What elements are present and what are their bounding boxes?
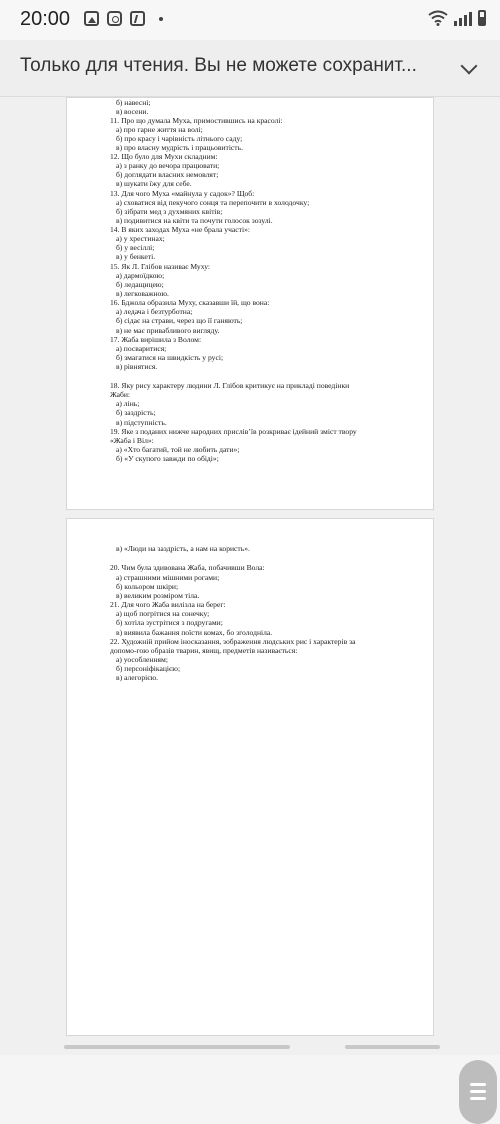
- answer-line: а) дармоїдкою;: [116, 271, 165, 280]
- answer-line: б) навесні;: [116, 98, 151, 107]
- answer-line: б) заздрість;: [116, 408, 156, 417]
- home-gesture-bar[interactable]: [64, 1045, 290, 1049]
- question-line-continued: Жаби:: [110, 390, 131, 399]
- question-line: 19. Яке з поданих нижче народних прислів’їв розкриває ідейний зміст твору: [110, 427, 357, 436]
- answer-line: а) про гарне життя на волі;: [116, 125, 203, 134]
- answer-line: в) великим розміром тіла.: [116, 591, 200, 600]
- answer-line: а) щоб погрітися на сонечку;: [116, 609, 210, 618]
- answer-line: в) виявила бажання поїсти комах, бо зголодніла.: [116, 628, 273, 637]
- answer-line: в) «Люди на заздрість, а нам на користь».: [116, 544, 250, 553]
- answer-line: б) персоніфікацією;: [116, 664, 181, 673]
- answer-line: а) лінь;: [116, 399, 140, 408]
- answer-line: в) восени.: [116, 107, 149, 116]
- navigation-bar: [0, 1038, 500, 1055]
- answer-line: б) «У скупого завжди по обіді»;: [116, 454, 219, 463]
- status-bar: [0, 0, 500, 40]
- answer-line: а) з ранку до вечора працювати;: [116, 161, 220, 170]
- question-line: 14. В яких заходах Муха «не брала участі»:: [110, 225, 250, 234]
- answer-line: б) зібрати мед з духмяних квітів;: [116, 207, 223, 216]
- answer-line: а) уособленням;: [116, 655, 168, 664]
- battery-icon: [478, 10, 486, 26]
- answer-line: а) страшними мішними рогами;: [116, 573, 220, 582]
- answer-line: а) «Хто багатий, той не любить дати»;: [116, 445, 240, 454]
- document-header: [0, 40, 500, 97]
- document-page-1: [66, 97, 434, 510]
- app-icon: [130, 11, 145, 26]
- signal-icon: [454, 10, 472, 26]
- answer-line: в) у бенкеті.: [116, 252, 156, 261]
- answer-line: б) сідає на страви, через що її ганяють;: [116, 316, 243, 325]
- answer-line: в) рівнятися.: [116, 362, 158, 371]
- answer-line: а) сховатися від пекучого сонця та перепочити в холодочку;: [116, 198, 310, 207]
- question-line-continued: допомо-гою образів тварин, явищ, предметів називається:: [110, 646, 298, 655]
- question-line: 20. Чим була здивована Жаба, побачивши Вола:: [110, 563, 265, 572]
- chevron-down-icon[interactable]: [461, 58, 478, 75]
- answer-line: а) посваритися;: [116, 344, 167, 353]
- notification-icons: [84, 11, 163, 26]
- answer-line: в) не має привабливого вигляду.: [116, 326, 220, 335]
- question-line: 22. Художній прийом іносказання, зображення людських рис і характерів за: [110, 637, 356, 646]
- answer-line: в) алегорією.: [116, 673, 159, 682]
- question-line: 15. Як Л. Глібов називає Муху:: [110, 262, 211, 271]
- answer-line: а) ледача і безтурботна;: [116, 307, 193, 316]
- wifi-icon: [428, 10, 448, 26]
- gallery-icon: [84, 11, 99, 26]
- system-icons: [428, 10, 486, 26]
- document-page-2: [66, 518, 434, 1036]
- question-line: 16. Бджола образила Муху, сказавши їй, що вона:: [110, 298, 270, 307]
- document-viewer[interactable]: [0, 97, 500, 1055]
- answer-line: б) хотіла зустрітися з подругами;: [116, 618, 223, 627]
- question-line: 18. Яку рису характеру людини Л. Глібов критикує на прикладі поведінки: [110, 381, 350, 390]
- answer-line: б) доглядати власних немовлят;: [116, 170, 219, 179]
- question-line: 11. Про що думала Муха, примостившись на красолі:: [110, 116, 283, 125]
- question-line: 12. Що було для Мухи складним:: [110, 152, 218, 161]
- question-line: 13. Для чого Муха «майнула у садок»? Щоб:: [110, 189, 255, 198]
- scroll-handle[interactable]: [459, 1060, 497, 1124]
- answer-line: в) шукати їжу для себе.: [116, 179, 192, 188]
- question-line-continued: «Жаба і Віл»:: [110, 436, 154, 445]
- answer-line: б) ледащицею;: [116, 280, 164, 289]
- answer-line: б) змагатися на швидкість у русі;: [116, 353, 224, 362]
- more-notifications-icon: [159, 17, 163, 21]
- answer-line: в) підступність.: [116, 418, 167, 427]
- question-line: 17. Жаба вирішила з Волом:: [110, 335, 202, 344]
- answer-line: а) у хрестинах;: [116, 234, 165, 243]
- answer-line: в) легковажною.: [116, 289, 169, 298]
- answer-line: б) про красу і чарівність літнього саду;: [116, 134, 243, 143]
- answer-line: в) подивитися на квіти та почути голосок зозулі.: [116, 216, 273, 225]
- instagram-icon: [107, 11, 122, 26]
- answer-line: б) у весіллі;: [116, 243, 155, 252]
- question-line: 21. Для чого Жаба вилізла на берег:: [110, 600, 226, 609]
- back-gesture-bar[interactable]: [345, 1045, 440, 1049]
- answer-line: б) кольором шкіри;: [116, 582, 179, 591]
- read-only-notice: Только для чтения. Вы не можете сохранит...: [20, 55, 417, 76]
- status-time: 20:00: [20, 8, 71, 30]
- answer-line: в) про власну мудрість і працьовитість.: [116, 143, 243, 152]
